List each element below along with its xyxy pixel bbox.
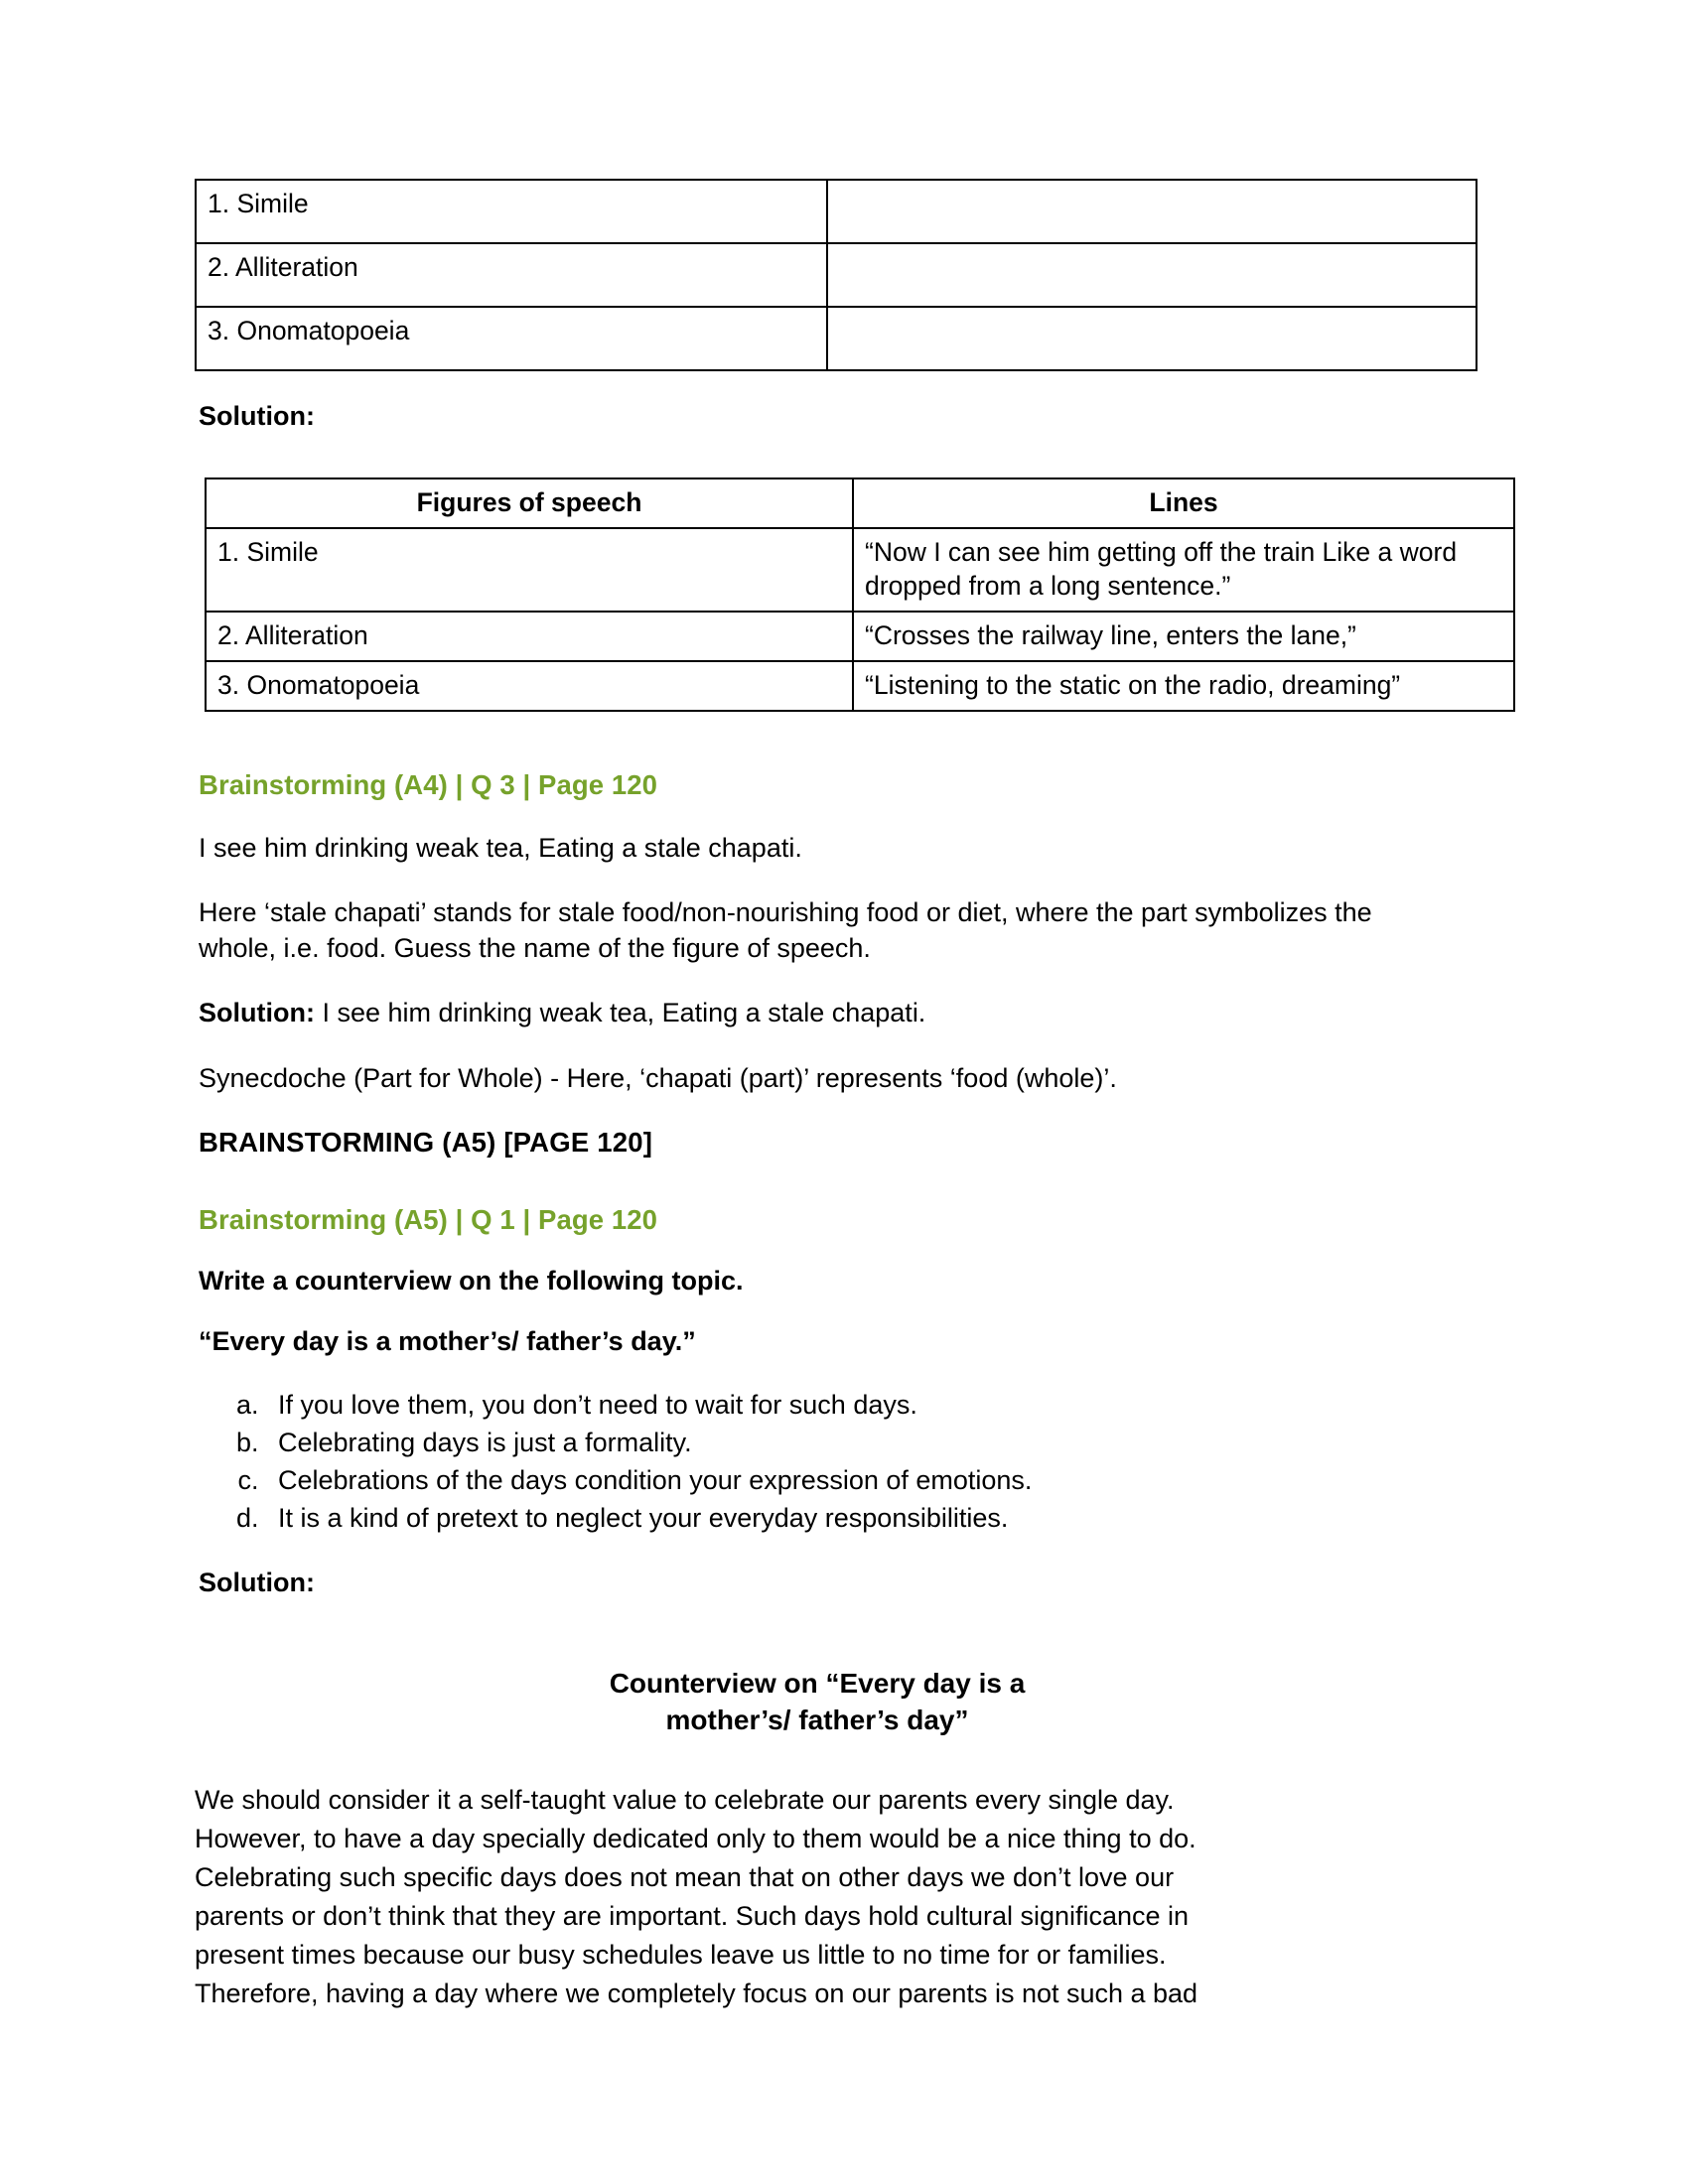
spacer <box>195 1357 1460 1387</box>
spacer <box>195 801 1460 831</box>
essay-line: Therefore, having a day where we completely focus on our parents is not such a bad <box>195 1978 1198 2008</box>
table-row <box>206 528 1514 612</box>
essay-line: present times because our busy schedules leave us little to no time for or families. <box>195 1939 1167 1970</box>
blank-figures-table <box>195 179 1477 371</box>
q3-solution-line <box>199 996 1460 1031</box>
solution-label-q3: Solution: <box>199 998 315 1028</box>
question-heading-a5-q1[interactable]: Brainstorming (A5) | Q 1 | Page 120 <box>199 1203 658 1235</box>
column-header-figures: Figures of speech <box>206 478 853 528</box>
line-cell: “Now I can see him getting off the train Like a word dropped from a long sentence.” <box>853 528 1514 612</box>
answer-cell[interactable] <box>827 243 1477 307</box>
table-row <box>206 612 1514 661</box>
figure-cell: 1. Simile <box>206 528 853 612</box>
answer-cell[interactable] <box>827 307 1477 370</box>
essay-line: We should consider it a self-taught value to celebrate our parents every single day. <box>195 1785 1175 1816</box>
section-heading-a5: BRAINSTORMING (A5) [PAGE 120] <box>199 1126 653 1158</box>
column-header-lines: Lines <box>853 478 1514 528</box>
spacer <box>195 866 1460 895</box>
spacer <box>195 1538 1460 1568</box>
table-header-row <box>206 478 1514 528</box>
spacer <box>195 966 1460 996</box>
figure-cell: 1. Simile <box>196 180 827 243</box>
essay-body <box>195 1781 1460 2012</box>
list-item[interactable]: c. Celebrations of the days condition your expression of emotions. <box>266 1462 1460 1498</box>
a5-topic: “Every day is a mother’s/ father’s day.” <box>199 1325 696 1356</box>
essay-title <box>195 1666 1460 1739</box>
q3-solution-text: I see him drinking weak tea, Eating a stale chapati. <box>314 998 926 1028</box>
spacer <box>195 1031 1460 1061</box>
spacer <box>195 371 1460 401</box>
q3-answer: Synecdoche (Part for Whole) - Here, ‘chapati (part)’ represents ‘food (whole)’. <box>199 1063 1117 1094</box>
figure-cell: 3. Onomatopoeia <box>206 661 853 711</box>
spacer <box>195 712 1460 769</box>
list-item[interactable]: b. Celebrating days is just a formality. <box>266 1425 1460 1460</box>
table-row <box>196 180 1477 243</box>
a5-options-list <box>195 1387 1460 1537</box>
essay-line: Celebrating such specific days does not mean that on other days we don’t love our <box>195 1862 1175 1892</box>
q3-quote-line: I see him drinking weak tea, Eating a stale chapati. <box>199 832 802 863</box>
essay-title-line-1: Counterview on “Every day is a <box>609 1668 1026 1700</box>
spacer <box>195 1159 1460 1204</box>
line-cell: “Listening to the static on the radio, dreaming” <box>853 661 1514 711</box>
line-cell: “Crosses the railway line, enters the lane,” <box>853 612 1514 661</box>
solution-label-table: Solution: <box>199 401 315 431</box>
figure-cell: 3. Onomatopoeia <box>196 307 827 370</box>
figure-cell: 2. Alliteration <box>206 612 853 661</box>
list-item[interactable]: d. It is a kind of pretext to neglect your everyday responsibilities. <box>266 1500 1460 1536</box>
figure-cell: 2. Alliteration <box>196 243 827 307</box>
q3-prompt: Here ‘stale chapati’ stands for stale food/non-nourishing food or diet, where the part symbolizes the whole, i.e. food. Guess the name of the figure of speech. <box>199 897 1372 963</box>
spacer <box>195 1097 1460 1127</box>
solution-figures-table <box>205 478 1515 712</box>
question-heading-a4-q3[interactable]: Brainstorming (A4) | Q 3 | Page 120 <box>199 768 658 800</box>
table-row <box>206 661 1514 711</box>
spacer <box>195 1739 1460 1781</box>
essay-line: parents or don’t think that they are important. Such days hold cultural significance in <box>195 1900 1190 1931</box>
essay-title-line-2: mother’s/ father’s day” <box>665 1705 969 1736</box>
spacer <box>195 1236 1460 1266</box>
list-item[interactable]: a. If you love them, you don’t need to wait for such days. <box>266 1387 1460 1423</box>
a5-instruction: Write a counterview on the following topic. <box>199 1265 744 1296</box>
essay-line: However, to have a day specially dedicated only to them would be a nice thing to do. <box>195 1824 1196 1854</box>
table-row <box>196 307 1477 370</box>
spacer <box>195 1297 1460 1326</box>
answer-cell[interactable] <box>827 180 1477 243</box>
spacer <box>195 432 1460 478</box>
solution-label-a5: Solution: <box>199 1568 315 1598</box>
table-row <box>196 243 1477 307</box>
spacer <box>195 1598 1460 1666</box>
